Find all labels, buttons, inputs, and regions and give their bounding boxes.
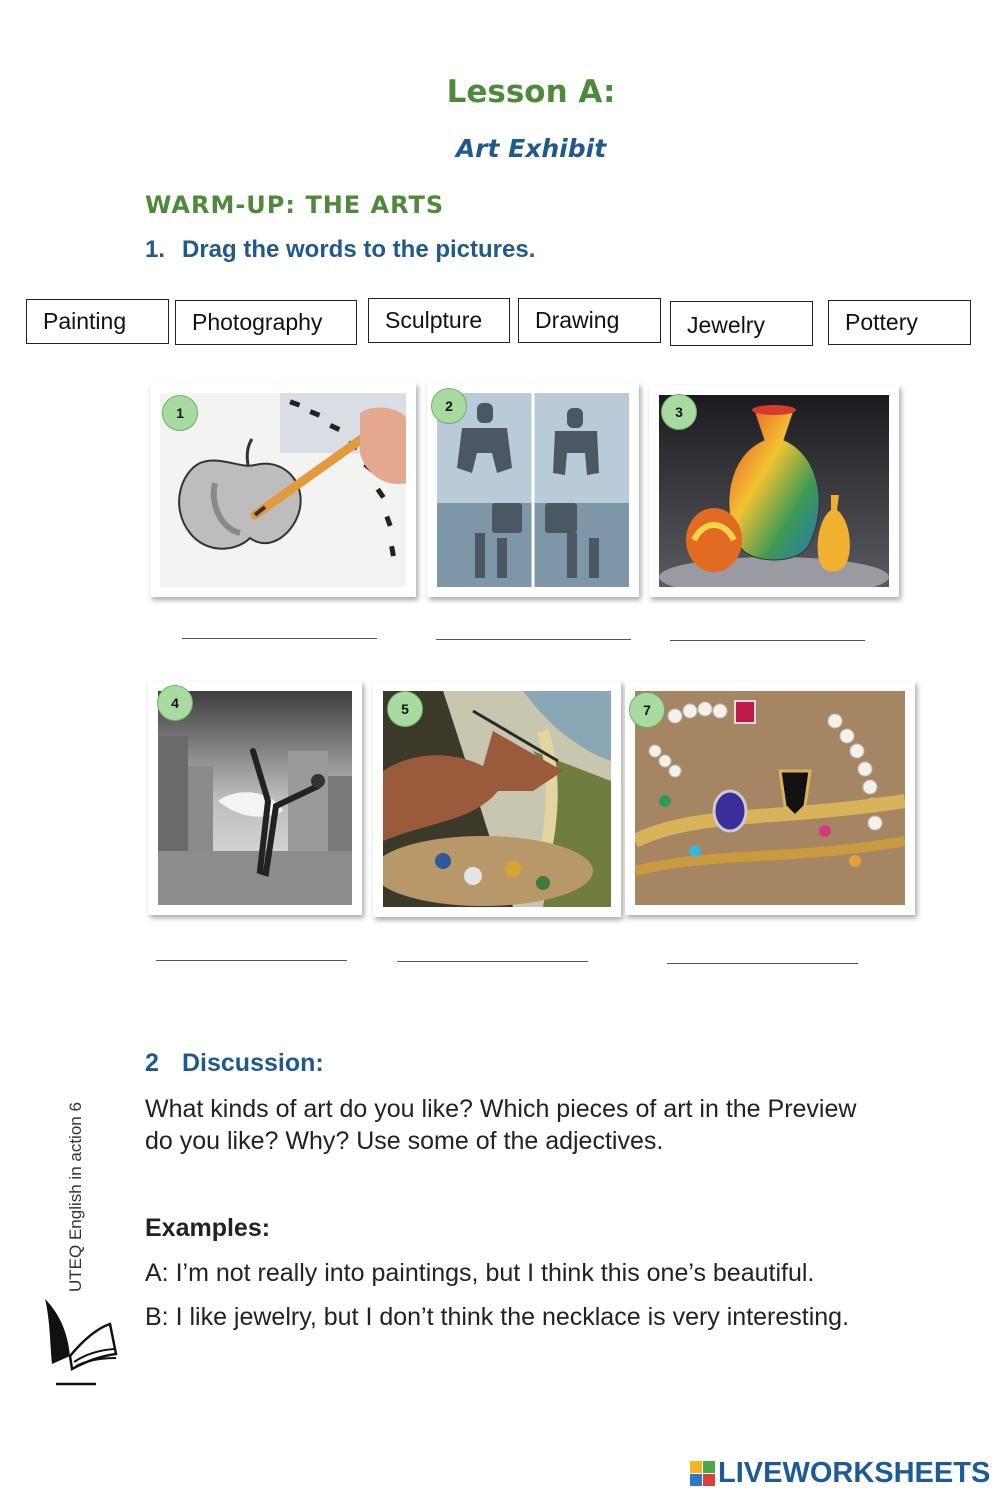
discussion-title [145, 1049, 324, 1078]
sidebar-text: UTEQ English in action 6 [66, 1102, 85, 1292]
picture-4 [148, 681, 362, 915]
instruction-number: 1. [145, 236, 166, 263]
liveworksheets-logo [690, 1457, 990, 1490]
liveworksheets-logo-icon [690, 1461, 716, 1487]
sculpture-icon [437, 393, 629, 587]
answer-line-2[interactable] [436, 639, 631, 640]
answer-line-5[interactable] [397, 961, 588, 962]
instruction-text: Drag the words to the pictures. [182, 236, 536, 263]
discussion-number: 2 [145, 1049, 159, 1077]
book-logo-icon [40, 1294, 120, 1389]
answer-line-7[interactable] [667, 963, 858, 964]
liveworksheets-brand: LIVEWORKSHEETS [718, 1457, 991, 1489]
picture-badge-4: 4 [157, 685, 193, 721]
picture-badge-2: 2 [431, 388, 467, 424]
answer-line-1[interactable] [182, 638, 377, 639]
dancer-photo-icon [158, 691, 352, 905]
word-sculpture[interactable]: Sculpture [368, 298, 510, 343]
answer-line-4[interactable] [156, 960, 347, 961]
discussion-prompt [145, 1093, 945, 1157]
discussion-prompt-line-2: do you like? Why? Use some of the adjectives. [145, 1127, 664, 1155]
lesson-subtitle: Art Exhibit [455, 134, 607, 163]
answer-line-3[interactable] [670, 640, 865, 641]
word-painting[interactable]: Painting [26, 299, 169, 344]
discussion-title-text: Discussion: [182, 1049, 324, 1077]
picture-badge-1: 1 [162, 395, 198, 431]
word-drawing[interactable]: Drawing [518, 298, 661, 343]
word-photography[interactable]: Photography [175, 300, 357, 345]
picture-7 [625, 681, 915, 915]
example-a: A: I’m not really into paintings, but I think this one’s beautiful. [145, 1259, 815, 1287]
word-jewelry[interactable]: Jewelry [670, 301, 813, 346]
examples-label: Examples: [145, 1214, 271, 1242]
painting-hand-icon [383, 691, 611, 907]
picture-5 [373, 681, 621, 917]
picture-1 [150, 383, 416, 597]
word-pottery[interactable]: Pottery [828, 300, 971, 345]
picture-badge-3: 3 [661, 394, 697, 430]
lesson-title: Lesson A: [446, 74, 616, 110]
warmup-title: WARM-UP: THE ARTS [145, 191, 445, 219]
vase-icon [659, 395, 889, 587]
example-b: B: I like jewelry, but I don’t think the necklace is very interesting. [145, 1303, 850, 1331]
instruction [145, 236, 535, 264]
picture-3 [649, 385, 899, 597]
picture-2 [427, 383, 639, 597]
picture-badge-7: 7 [629, 692, 665, 728]
picture-badge-5: 5 [387, 691, 423, 727]
jewelry-icon [635, 691, 905, 905]
apple-drawing-icon [160, 393, 406, 587]
discussion-prompt-line-1: What kinds of art do you like? Which pieces of art in the Preview [145, 1095, 857, 1123]
